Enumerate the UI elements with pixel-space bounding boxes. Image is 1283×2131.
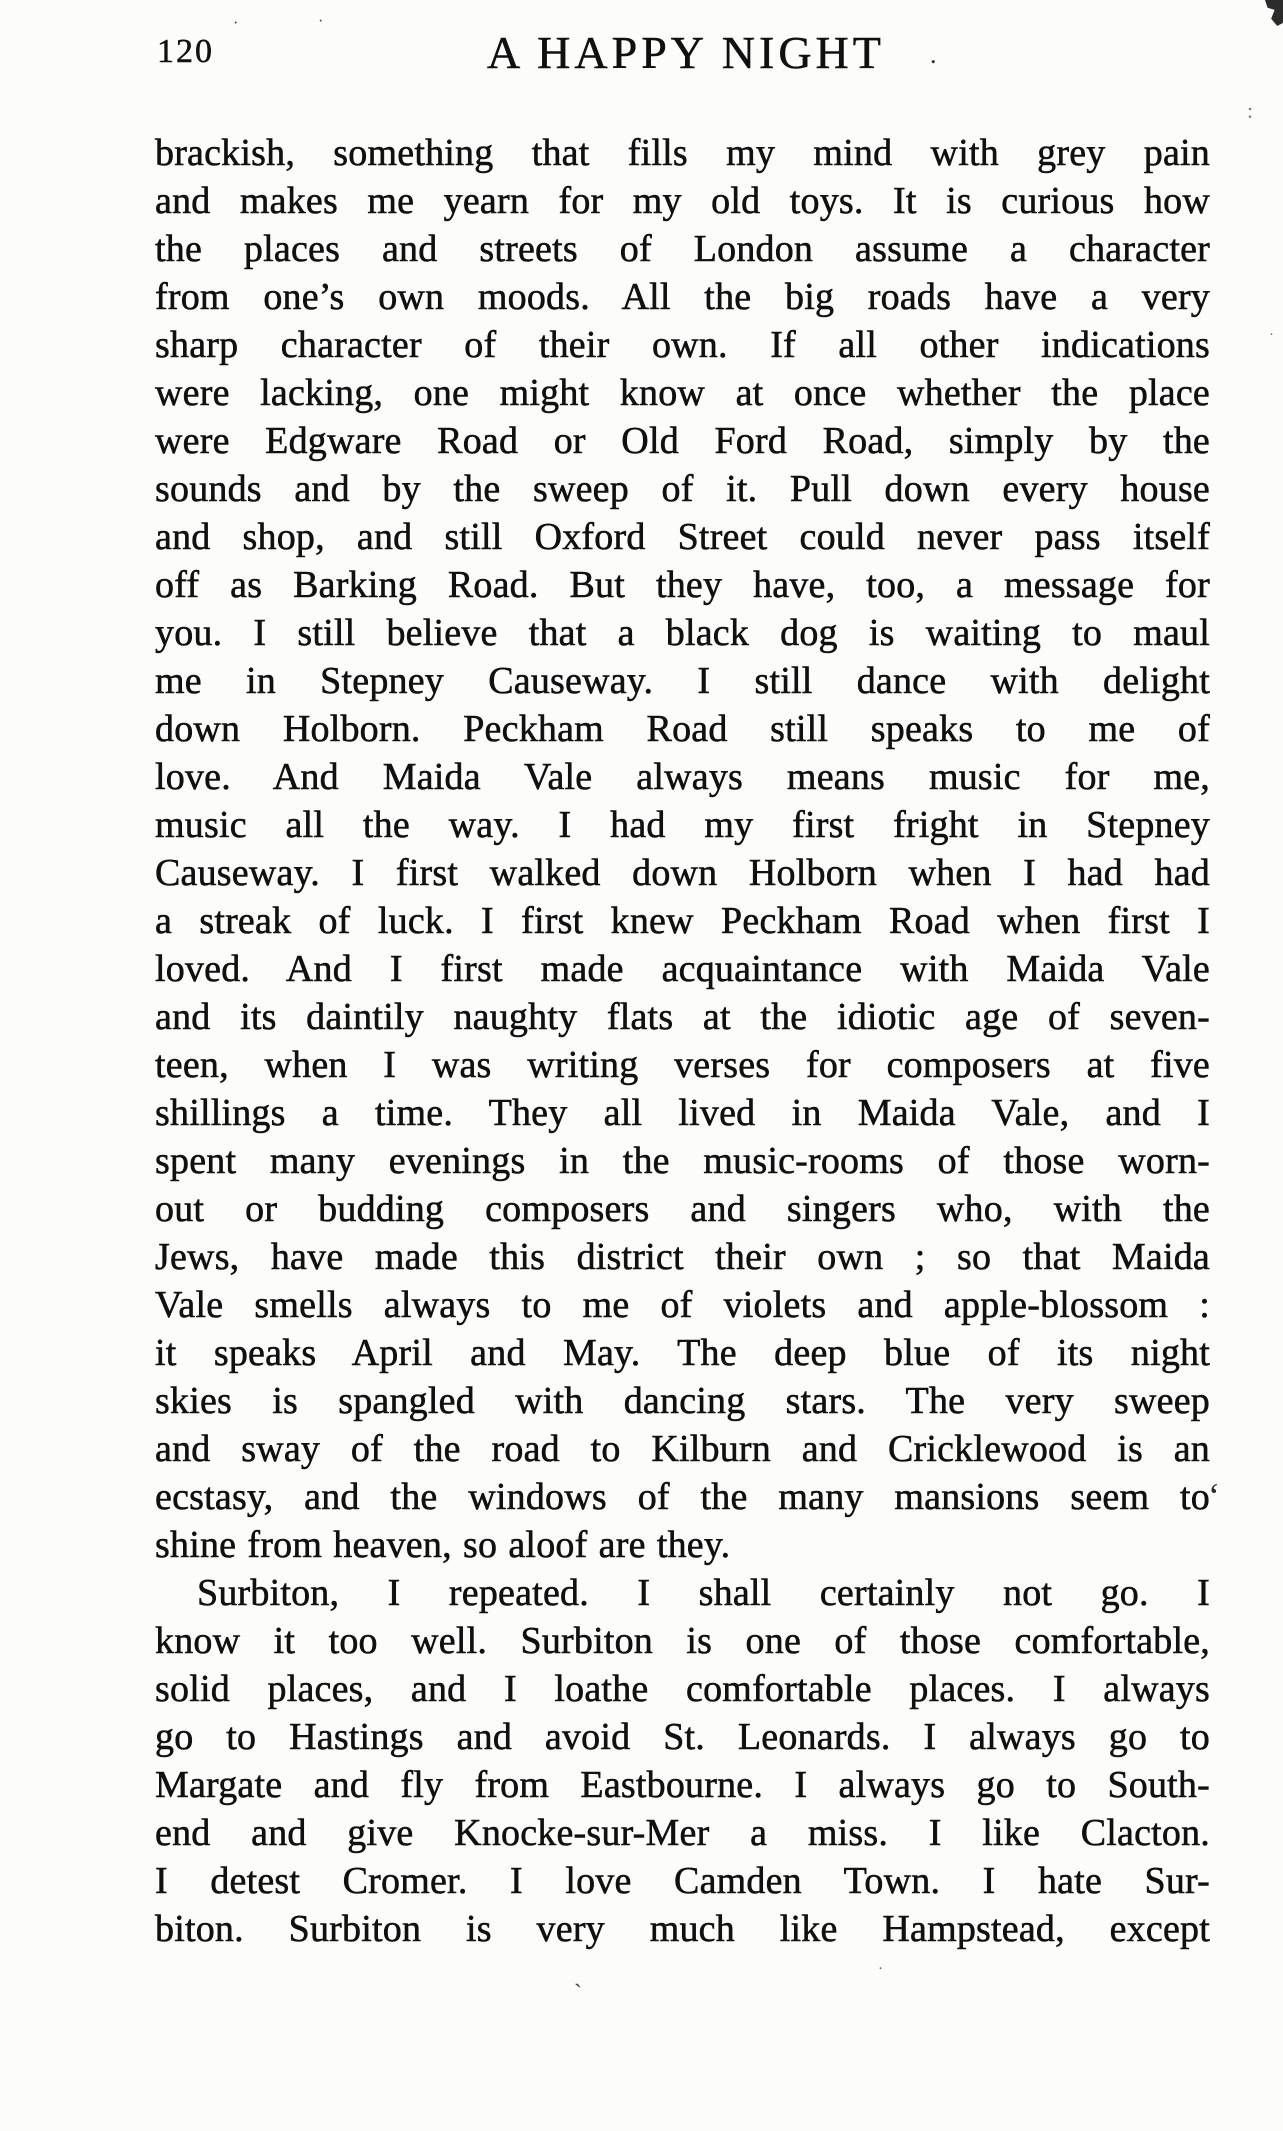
scan-speck: : [1247,98,1254,123]
text-line: I detest Cromer. I love Camden Town. I hate Sur- [155,1860,1210,1902]
text-line: Jews, have made this district their own ; so that Maida [155,1236,1210,1278]
scan-speck: ` [574,1981,582,2007]
paragraph [155,129,1210,1569]
scan-speck: · [1269,327,1274,343]
text-line: and makes me yearn for my old toys. It is curious how [155,180,1210,222]
text-line: go to Hastings and avoid St. Leonards. I always go to [155,1716,1210,1758]
text-line: shillings a time. They all lived in Maida Vale, and I [155,1092,1210,1134]
text-line: skies is spangled with dancing stars. The very sweep [155,1380,1210,1422]
text-line: ecstasy, and the windows of the many mansions seem to [155,1476,1210,1518]
text-line: know it too well. Surbiton is one of those comfortable, [155,1620,1210,1662]
text-line: love. And Maida Vale always means music for me, [155,756,1210,798]
text-line: brackish, something that fills my mind with grey pain [155,132,1210,174]
text-line: a streak of luck. I first knew Peckham Road when first I [155,900,1210,942]
text-line: shine from heaven, so aloof are they. [155,1524,731,1566]
text-line: Surbiton, I repeated. I shall certainly not go. I [197,1572,1210,1614]
text-line: loved. And I first made acquaintance with Maida Vale [155,948,1210,990]
text-line: end and give Knocke-sur-Mer a miss. I like Clacton. [155,1812,1210,1854]
text-line: off as Barking Road. But they have, too, a message for [155,564,1210,606]
ink-blotch [1261,0,1283,26]
text-line: were Edgware Road or Old Ford Road, simply by the [155,420,1210,462]
scan-speck: · [318,13,324,30]
text-line: spent many evenings in the music-rooms of those worn- [155,1140,1210,1182]
scan-speck: · [878,1961,883,1977]
text-line: biton. Surbiton is very much like Hampstead, except [155,1908,1210,1950]
scan-speck: ‘ [1208,1476,1220,1516]
text-line: from one’s own moods. All the big roads have a very [155,276,1210,318]
scan-speck: . [930,40,937,69]
text-line: Vale smells always to me of violets and apple-blossom : [155,1284,1210,1326]
page-number: 120 [157,33,214,70]
text-line: me in Stepney Causeway. I still dance with delight [155,660,1210,702]
text-line: you. I still believe that a black dog is waiting to maul [155,612,1210,654]
text-line: teen, when I was writing verses for composers at five [155,1044,1210,1086]
text-line: Margate and fly from Eastbourne. I always go to South- [155,1764,1210,1806]
text-line: out or budding composers and singers who, with the [155,1188,1210,1230]
scan-speck: · [233,15,239,32]
running-title: A HAPPY NIGHT [487,27,885,78]
text-line: the places and streets of London assume a character [155,228,1210,270]
text-line: music all the way. I had my first fright in Stepney [155,804,1210,846]
text-line: solid places, and I loathe comfortable places. I always [155,1668,1210,1710]
text-line: down Holborn. Peckham Road still speaks to me of [155,708,1210,750]
text-block [155,129,1210,1953]
text-line: Causeway. I first walked down Holborn when I had had [155,852,1210,894]
text-line: and sway of the road to Kilburn and Cricklewood is an [155,1428,1210,1470]
text-line: were lacking, one might know at once whether the place [155,372,1210,414]
text-line: and its daintily naughty flats at the idiotic age of seven- [155,996,1210,1038]
text-line: sounds and by the sweep of it. Pull down every house [155,468,1210,510]
text-line: sharp character of their own. If all other indications [155,324,1210,366]
text-line: it speaks April and May. The deep blue of its night [155,1332,1210,1374]
text-line: and shop, and still Oxford Street could never pass itself [155,516,1210,558]
paragraph [155,1569,1210,1953]
